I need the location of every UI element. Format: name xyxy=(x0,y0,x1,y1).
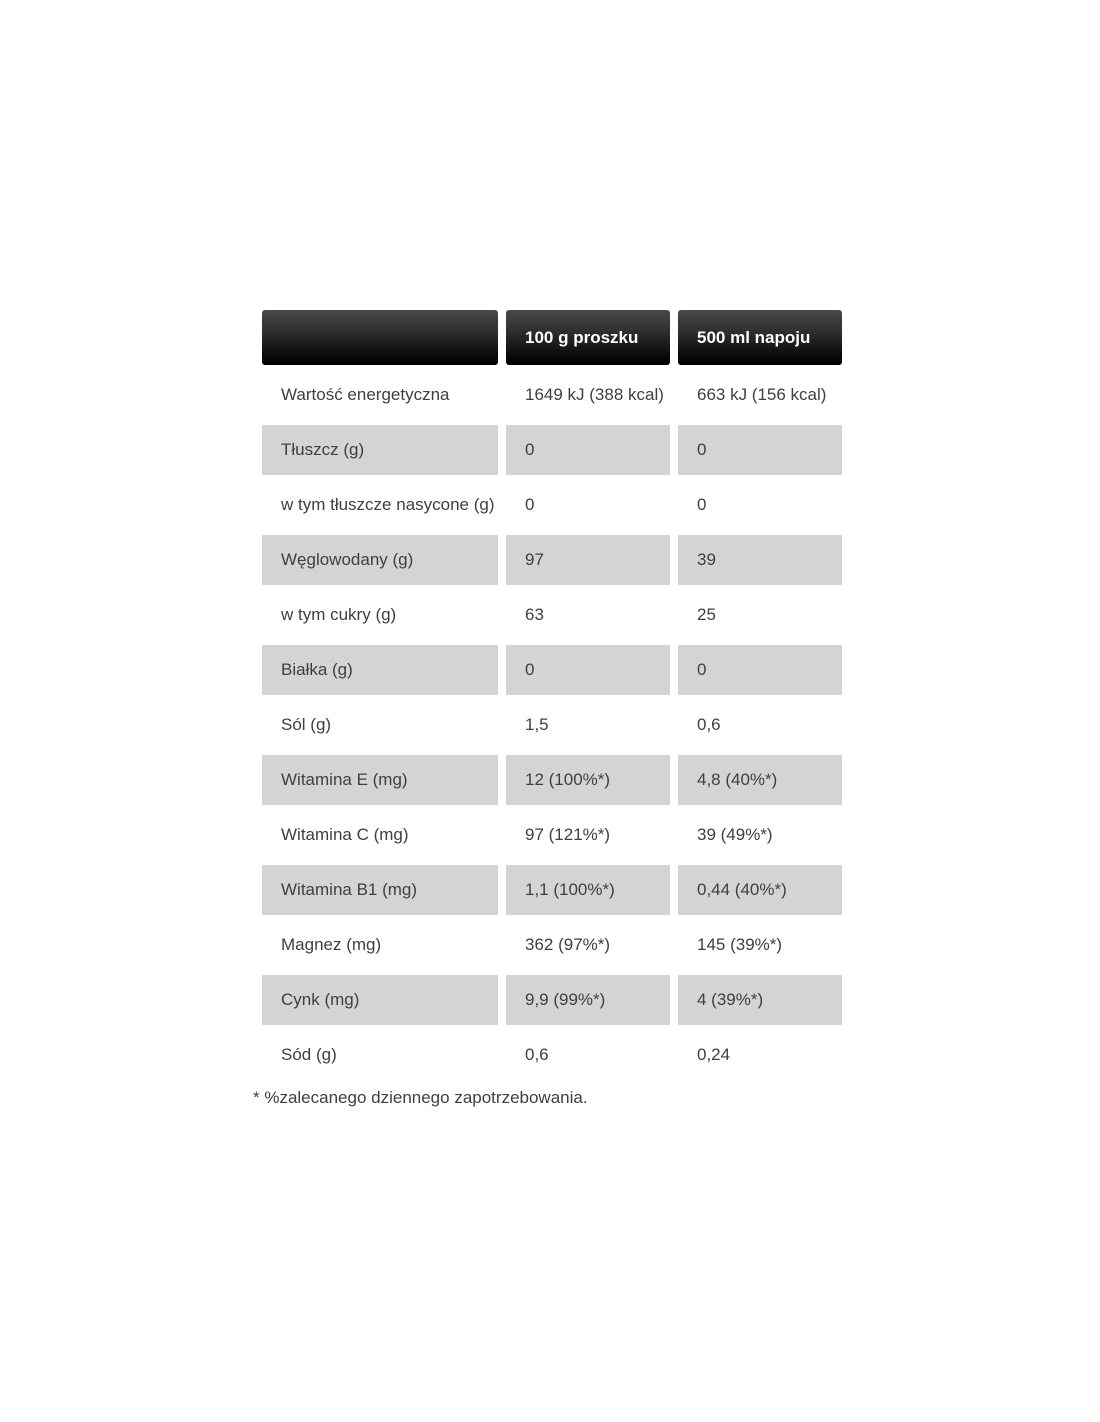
row-value-per-100g: 1,5 xyxy=(506,700,670,750)
row-value-per-100g: 0 xyxy=(506,645,670,695)
table-row xyxy=(262,755,842,805)
table-row xyxy=(262,535,842,585)
table-row xyxy=(262,920,842,970)
nutrition-table xyxy=(253,310,842,1108)
row-value-per-100g: 362 (97%*) xyxy=(506,920,670,970)
row-value-per-100g: 97 xyxy=(506,535,670,585)
table-row xyxy=(262,975,842,1025)
row-value-per-500ml: 25 xyxy=(678,590,842,640)
row-label: w tym tłuszcze nasycone (g) xyxy=(262,480,498,530)
table-row xyxy=(262,425,842,475)
row-value-per-500ml: 0 xyxy=(678,645,842,695)
row-value-per-100g: 1,1 (100%*) xyxy=(506,865,670,915)
row-label: Witamina E (mg) xyxy=(262,755,498,805)
row-value-per-500ml: 0 xyxy=(678,425,842,475)
nutrition-table-body xyxy=(262,370,842,1080)
row-label: Białka (g) xyxy=(262,645,498,695)
row-label: Tłuszcz (g) xyxy=(262,425,498,475)
row-label: Magnez (mg) xyxy=(262,920,498,970)
row-label: Sól (g) xyxy=(262,700,498,750)
row-value-per-100g: 97 (121%*) xyxy=(506,810,670,860)
row-label: Wartość energetyczna xyxy=(262,370,498,420)
row-value-per-100g: 12 (100%*) xyxy=(506,755,670,805)
footnote: * %zalecanego dziennego zapotrzebowania. xyxy=(253,1088,588,1107)
row-value-per-100g: 1649 kJ (388 kcal) xyxy=(506,370,670,420)
row-value-per-500ml: 663 kJ (156 kcal) xyxy=(678,370,842,420)
nutrition-table-header xyxy=(262,310,842,365)
row-value-per-500ml: 4,8 (40%*) xyxy=(678,755,842,805)
row-label: Sód (g) xyxy=(262,1030,498,1080)
header-cell-per-100g: 100 g proszku xyxy=(506,310,670,365)
row-value-per-500ml: 145 (39%*) xyxy=(678,920,842,970)
row-value-per-500ml: 0,6 xyxy=(678,700,842,750)
row-value-per-100g: 0,6 xyxy=(506,1030,670,1080)
table-row xyxy=(262,1030,842,1080)
table-row xyxy=(262,865,842,915)
row-label: Witamina B1 (mg) xyxy=(262,865,498,915)
table-row xyxy=(262,480,842,530)
row-value-per-100g: 0 xyxy=(506,480,670,530)
row-value-per-500ml: 39 xyxy=(678,535,842,585)
table-row xyxy=(262,700,842,750)
table-row xyxy=(262,645,842,695)
header-cell-per-500ml: 500 ml napoju xyxy=(678,310,842,365)
row-value-per-500ml: 0,24 xyxy=(678,1030,842,1080)
row-value-per-100g: 9,9 (99%*) xyxy=(506,975,670,1025)
row-label: w tym cukry (g) xyxy=(262,590,498,640)
table-row xyxy=(262,590,842,640)
row-label: Witamina C (mg) xyxy=(262,810,498,860)
table-row xyxy=(262,810,842,860)
row-value-per-500ml: 0,44 (40%*) xyxy=(678,865,842,915)
row-value-per-100g: 0 xyxy=(506,425,670,475)
row-value-per-500ml: 4 (39%*) xyxy=(678,975,842,1025)
row-value-per-500ml: 39 (49%*) xyxy=(678,810,842,860)
row-value-per-100g: 63 xyxy=(506,590,670,640)
table-row xyxy=(262,370,842,420)
header-cell-empty xyxy=(262,310,498,365)
row-label: Węglowodany (g) xyxy=(262,535,498,585)
row-value-per-500ml: 0 xyxy=(678,480,842,530)
row-label: Cynk (mg) xyxy=(262,975,498,1025)
